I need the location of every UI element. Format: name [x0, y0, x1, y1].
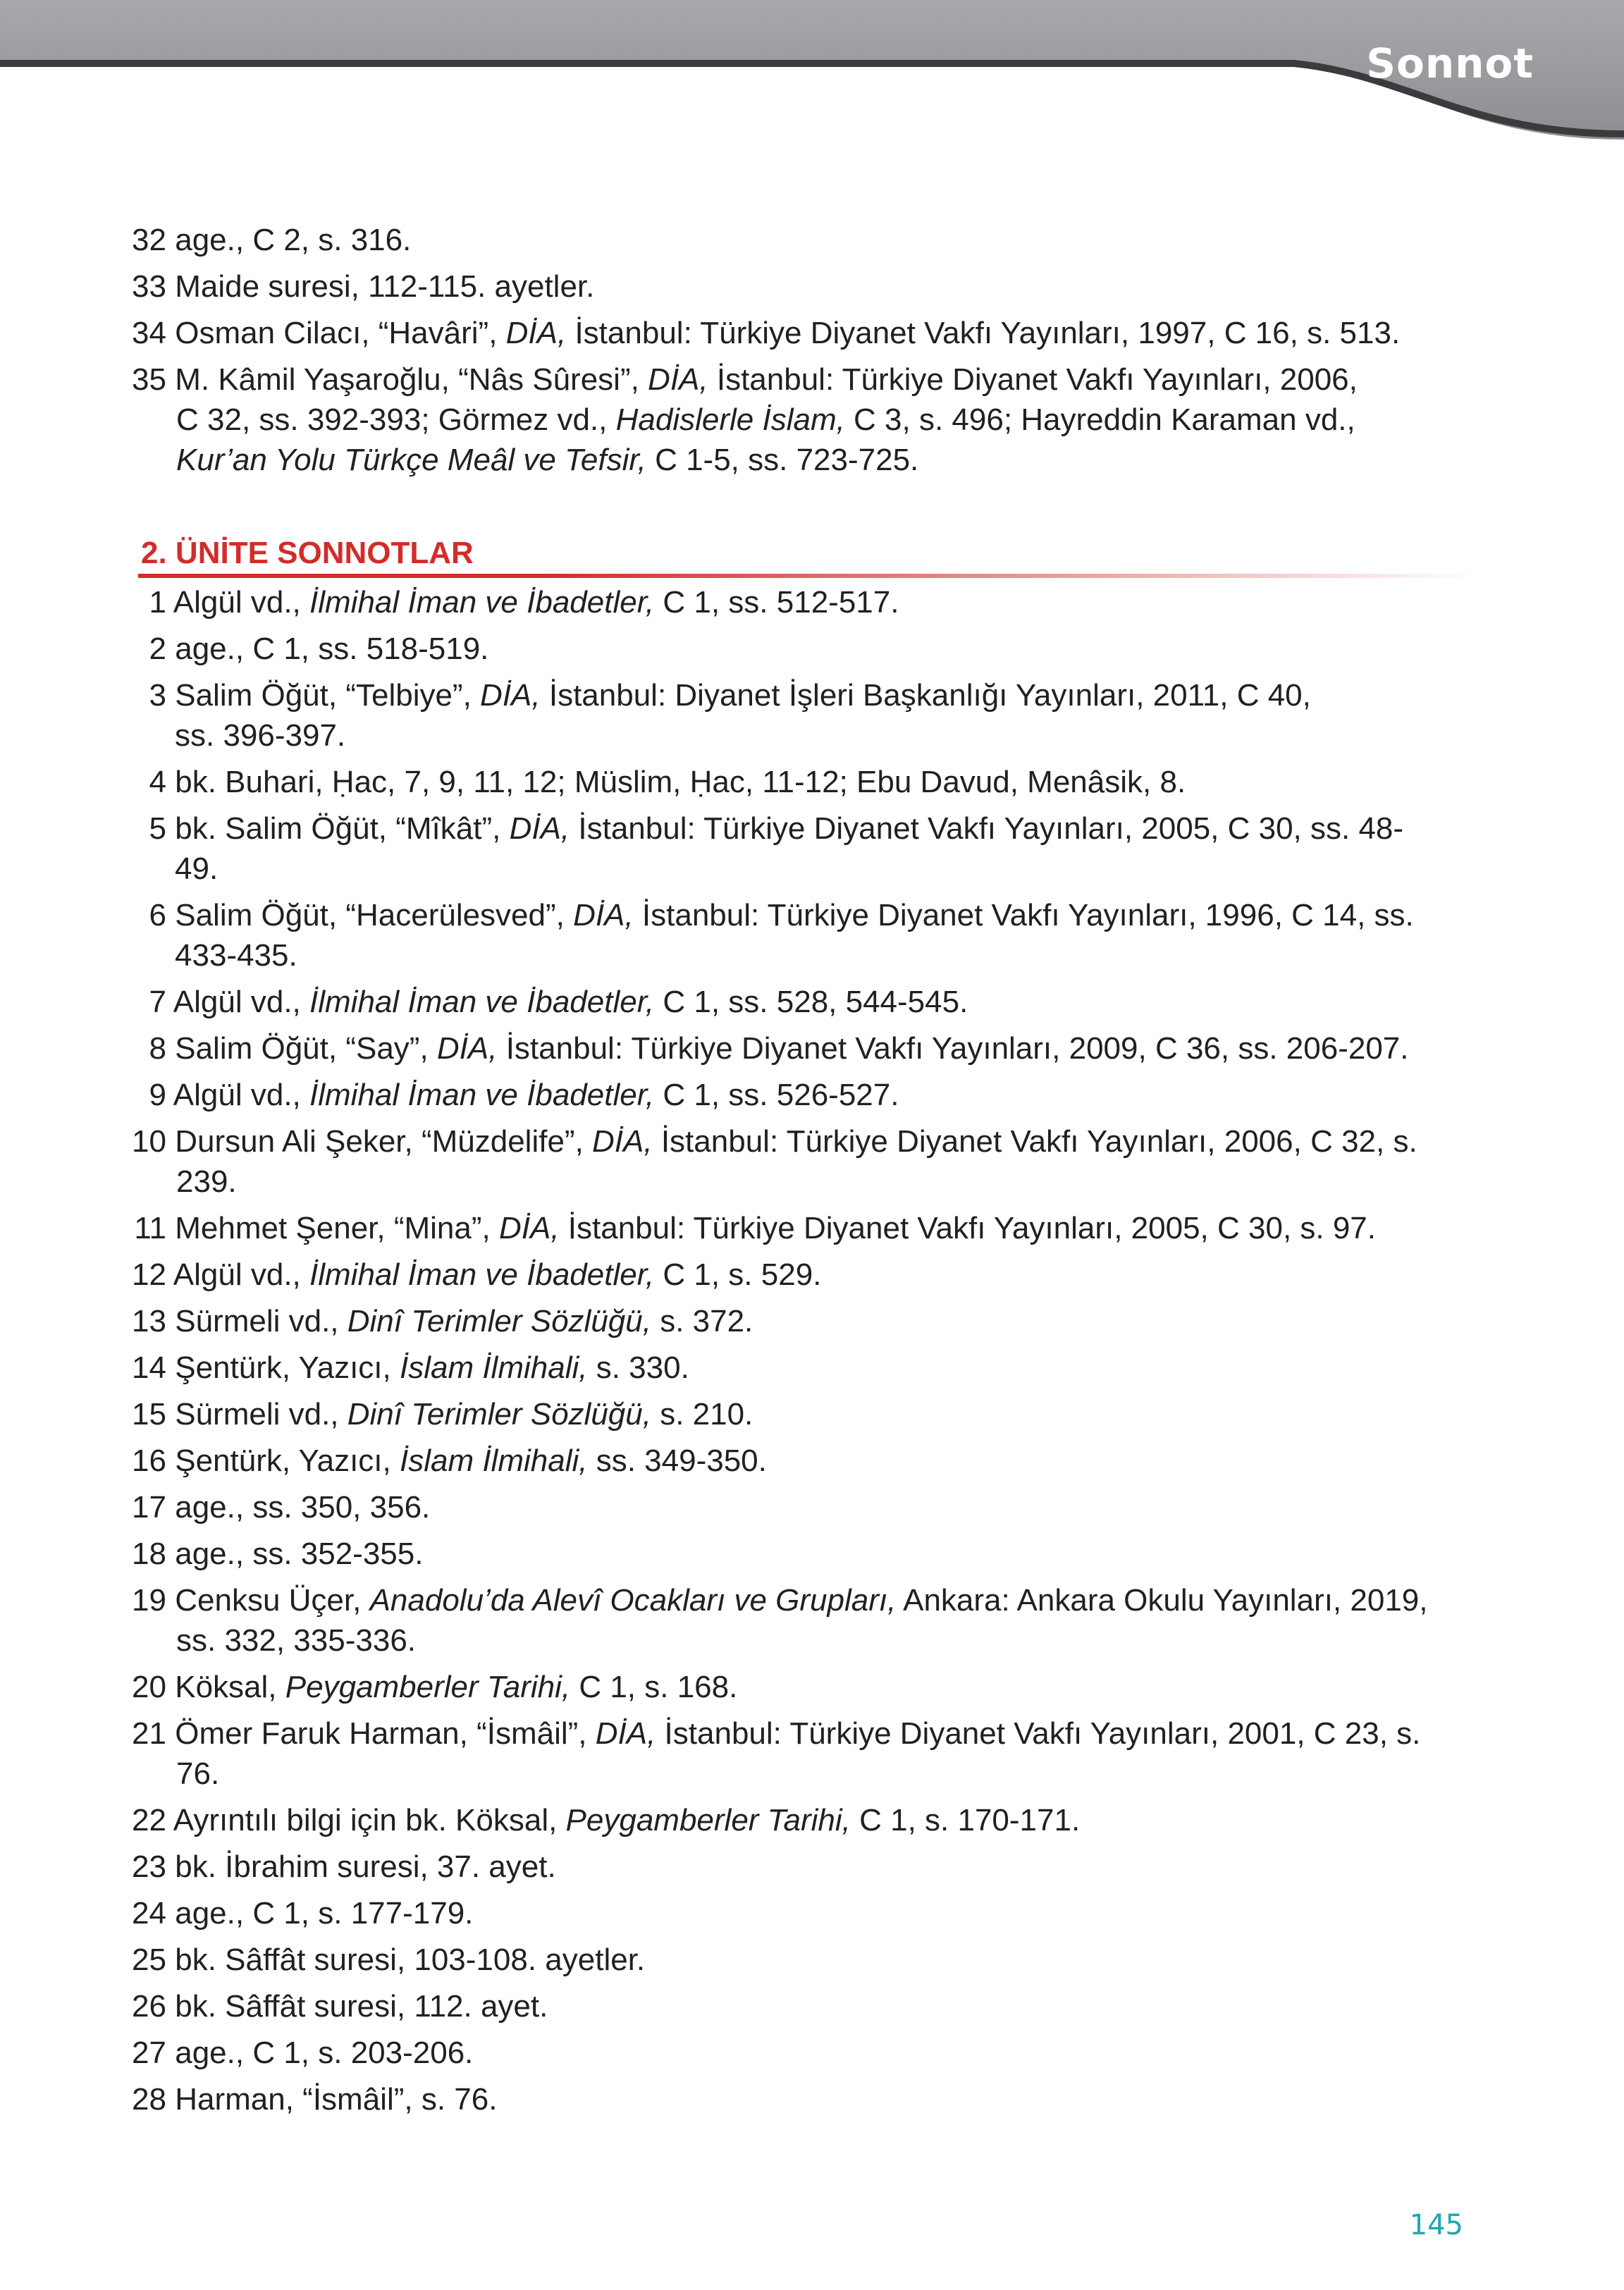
- endnote-line: [124, 808, 1491, 849]
- endnote-text: ss. 332, 335-336.: [176, 1623, 417, 1658]
- endnote-title: Peygamberler Tarihi,: [285, 1670, 571, 1704]
- endnote-text: İstanbul: Türkiye Diyanet Vakfı Yayınları, 2009, C 36, ss. 206-207.: [497, 1031, 1409, 1066]
- header-title: Sonnot: [1366, 39, 1534, 87]
- endnote-number: 24: [132, 1896, 166, 1931]
- endnote-item: [124, 1986, 1491, 2026]
- endnote-line: [124, 359, 1491, 400]
- endnote-item: [124, 982, 1491, 1022]
- endnote-number: 16: [132, 1443, 166, 1478]
- endnote-text: s. 330.: [587, 1350, 689, 1385]
- endnote-continuation: [124, 849, 1491, 889]
- endnote-text: İstanbul: Türkiye Diyanet Vakfı Yayınları, 2005, C 30, s. 97.: [559, 1211, 1377, 1245]
- endnote-title: DİA,: [592, 1124, 653, 1159]
- endnote-item: [124, 1255, 1491, 1295]
- endnote-text: C 1, s. 170-171.: [850, 1803, 1081, 1837]
- section-heading: 2. ÜNİTE SONNOTLAR: [141, 536, 474, 570]
- endnote-text: Osman Cilacı, “Havâri”,: [175, 316, 506, 350]
- endnote-line: [124, 1255, 1491, 1295]
- endnote-text: C 1, ss. 526-527.: [654, 1078, 899, 1112]
- endnote-text: Mehmet Şener, “Mina”,: [175, 1211, 499, 1245]
- endnote-text: Şentürk, Yazıcı,: [175, 1350, 400, 1385]
- endnote-item: [124, 2079, 1491, 2119]
- endnote-text: Algül vd.,: [173, 585, 310, 620]
- section-heading-rule: [138, 574, 1477, 578]
- endnote-item: [124, 359, 1491, 480]
- endnote-number: 18: [132, 1537, 166, 1571]
- endnote-number: 9: [149, 1078, 166, 1112]
- endnote-number: 2: [149, 632, 166, 666]
- endnote-item: [124, 1893, 1491, 1933]
- endnote-line: [124, 1986, 1491, 2026]
- endnote-text: İstanbul: Türkiye Diyanet Vakfı Yayınları, 1996, C 14, ss.: [633, 898, 1414, 932]
- endnote-text: C 1-5, ss. 723-725.: [646, 443, 919, 477]
- endnote-number: 26: [132, 1989, 166, 2024]
- endnote-line: [124, 1800, 1491, 1840]
- endnote-list-unit-1: [124, 220, 1491, 486]
- endnote-line: [124, 1940, 1491, 1980]
- endnote-item: [124, 1667, 1491, 1707]
- endnote-continuation: [124, 935, 1491, 975]
- endnote-item: [124, 313, 1491, 353]
- endnote-item: [124, 808, 1491, 889]
- endnote-line: [124, 2033, 1491, 2073]
- endnote-number: 13: [132, 1304, 166, 1338]
- endnote-text: C 32, ss. 392-393; Görmez vd.,: [176, 402, 616, 437]
- endnote-item: [124, 629, 1491, 669]
- endnote-item: [124, 895, 1491, 975]
- endnote-text: Salim Öğüt, “Hacerülesved”,: [175, 898, 574, 932]
- endnote-item: [124, 1580, 1491, 1661]
- endnote-text: ss. 396-397.: [175, 718, 346, 753]
- endnote-title: Anadolu’da Alevî Ocakları ve Grupları,: [369, 1583, 897, 1618]
- endnote-text: age., ss. 350, 356.: [175, 1490, 431, 1525]
- endnote-text: bk. İbrahim suresi, 37. ayet.: [175, 1849, 556, 1884]
- endnote-text: Harman, “İsmâil”, s. 76.: [175, 2082, 498, 2117]
- endnote-number: 10: [132, 1124, 166, 1159]
- endnote-number: 19: [132, 1583, 166, 1618]
- endnote-text: s. 372.: [651, 1304, 753, 1338]
- endnote-text: age., C 1, s. 203-206.: [175, 2036, 474, 2070]
- endnote-item: [124, 1301, 1491, 1341]
- endnote-title: DİA,: [648, 362, 708, 397]
- endnote-continuation: [124, 440, 1491, 480]
- endnote-number: 6: [149, 898, 166, 932]
- endnote-number: 25: [132, 1943, 166, 1977]
- endnote-text: İstanbul: Türkiye Diyanet Vakfı Yayınları, 1997, C 16, s. 513.: [566, 316, 1401, 350]
- endnote-line: [124, 1713, 1491, 1754]
- endnote-title: Hadislerle İslam,: [615, 402, 845, 437]
- endnote-line: [124, 1534, 1491, 1574]
- endnote-text: Ayrıntılı bilgi için bk. Köksal,: [173, 1803, 566, 1837]
- endnote-continuation: [124, 400, 1491, 440]
- endnote-title: DİA,: [480, 678, 541, 713]
- endnote-item: [124, 1075, 1491, 1115]
- endnote-line: [124, 1580, 1491, 1620]
- endnote-text: bk. Salim Öğüt, “Mîkât”,: [175, 811, 510, 846]
- endnote-line: [124, 266, 1491, 307]
- endnote-item: [124, 2033, 1491, 2073]
- endnote-item: [124, 1487, 1491, 1527]
- endnote-title: DİA,: [595, 1716, 656, 1751]
- endnote-text: s. 210.: [651, 1397, 753, 1432]
- endnote-text: Algül vd.,: [173, 985, 310, 1019]
- endnote-number: 5: [149, 811, 166, 846]
- endnote-line: [124, 982, 1491, 1022]
- endnote-text: Maide suresi, 112-115. ayetler.: [175, 269, 595, 304]
- endnote-text: C 1, ss. 528, 544-545.: [654, 985, 968, 1019]
- endnote-title: DİA,: [505, 316, 567, 350]
- endnote-line: [124, 675, 1491, 715]
- endnote-line: [124, 1348, 1491, 1388]
- endnote-number: 1: [149, 585, 166, 620]
- endnote-item: [124, 1348, 1491, 1388]
- endnote-continuation: [124, 1620, 1491, 1661]
- endnote-number: 11: [134, 1211, 166, 1245]
- endnote-number: 17: [132, 1490, 166, 1525]
- endnote-text: Ömer Faruk Harman, “İsmâil”,: [175, 1716, 596, 1751]
- endnote-number: 12: [132, 1257, 166, 1292]
- endnote-text: age., ss. 352-355.: [175, 1537, 424, 1571]
- endnote-text: İstanbul: Türkiye Diyanet Vakfı Yayınları, 2001, C 23, s.: [656, 1716, 1421, 1751]
- endnote-line: [124, 895, 1491, 935]
- endnote-number: 32: [132, 223, 166, 257]
- endnote-text: age., C 1, s. 177-179.: [175, 1896, 474, 1931]
- endnote-line: [124, 313, 1491, 353]
- endnote-number: 4: [149, 765, 166, 799]
- endnote-text: Algül vd.,: [173, 1078, 310, 1112]
- endnote-text: Sürmeli vd.,: [175, 1304, 347, 1338]
- endnote-continuation: [124, 1162, 1491, 1202]
- endnote-line: [124, 1075, 1491, 1115]
- endnote-line: [124, 762, 1491, 802]
- endnote-item: [124, 1208, 1491, 1248]
- endnote-title: Dinî Terimler Sözlüğü,: [347, 1397, 651, 1432]
- endnote-text: 433-435.: [175, 938, 297, 973]
- endnote-number: 27: [132, 2036, 166, 2070]
- endnote-number: 23: [132, 1849, 166, 1884]
- endnote-text: bk. Sâffât suresi, 112. ayet.: [175, 1989, 548, 2024]
- endnote-item: [124, 1121, 1491, 1202]
- endnote-line: [124, 1847, 1491, 1887]
- endnote-title: Dinî Terimler Sözlüğü,: [347, 1304, 651, 1338]
- endnote-item: [124, 1847, 1491, 1887]
- endnote-text: Algül vd.,: [173, 1257, 310, 1292]
- endnote-number: 35: [132, 362, 166, 397]
- endnote-line: [124, 1394, 1491, 1434]
- endnote-line: [124, 1301, 1491, 1341]
- endnote-text: Cenksu Üçer,: [175, 1583, 370, 1618]
- endnote-title: İlmihal İman ve İbadetler,: [309, 585, 655, 620]
- endnote-line: [124, 220, 1491, 260]
- endnote-title: İlmihal İman ve İbadetler,: [309, 1078, 655, 1112]
- endnote-title: Peygamberler Tarihi,: [565, 1803, 851, 1837]
- endnote-number: 8: [149, 1031, 166, 1066]
- endnote-line: [124, 629, 1491, 669]
- endnote-number: 3: [149, 678, 166, 713]
- endnote-number: 7: [149, 985, 166, 1019]
- endnote-text: M. Kâmil Yaşaroğlu, “Nâs Sûresi”,: [175, 362, 648, 397]
- endnote-line: [124, 2079, 1491, 2119]
- endnote-text: İstanbul: Diyanet İşleri Başkanlığı Yayınları, 2011, C 40,: [540, 678, 1311, 713]
- endnote-text: Sürmeli vd.,: [175, 1397, 347, 1432]
- endnote-number: 34: [132, 316, 166, 350]
- endnote-item: [124, 1800, 1491, 1840]
- endnote-text: age., C 1, ss. 518-519.: [175, 632, 489, 666]
- endnote-item: [124, 762, 1491, 802]
- endnote-title: Kur’an Yolu Türkçe Meâl ve Tefsir,: [176, 443, 646, 477]
- endnote-number: 14: [132, 1350, 166, 1385]
- endnote-text: 49.: [175, 851, 219, 886]
- endnote-text: bk. Buhari, Ḥac, 7, 9, 11, 12; Müslim, Ḥac, 11-12; Ebu Davud, Menâsik, 8.: [175, 765, 1186, 799]
- endnote-line: [124, 1487, 1491, 1527]
- endnote-title: DİA,: [509, 811, 570, 846]
- endnote-text: ss. 349-350.: [587, 1443, 767, 1478]
- endnote-item: [124, 582, 1491, 622]
- endnote-item: [124, 220, 1491, 260]
- endnote-line: [124, 582, 1491, 622]
- endnote-text: Salim Öğüt, “Telbiye”,: [175, 678, 481, 713]
- endnote-line: [124, 1667, 1491, 1707]
- endnote-continuation: [124, 715, 1491, 756]
- endnote-number: 22: [132, 1803, 166, 1837]
- endnote-text: C 1, s. 529.: [654, 1257, 822, 1292]
- endnote-item: [124, 1028, 1491, 1069]
- endnote-text: İstanbul: Türkiye Diyanet Vakfı Yayınları, 2006, C 32, s.: [652, 1124, 1417, 1159]
- endnote-text: bk. Sâffât suresi, 103-108. ayetler.: [175, 1943, 646, 1977]
- endnote-title: DİA,: [573, 898, 634, 932]
- endnote-number: 21: [132, 1716, 166, 1751]
- endnote-text: Salim Öğüt, “Say”,: [175, 1031, 437, 1066]
- page-number: 145: [1409, 2209, 1463, 2241]
- endnote-text: 76.: [176, 1756, 220, 1791]
- endnote-number: 15: [132, 1397, 166, 1432]
- endnote-line: [124, 1208, 1491, 1248]
- endnote-title: İslam İlmihali,: [399, 1443, 588, 1478]
- endnote-line: [124, 1028, 1491, 1069]
- endnote-number: 28: [132, 2082, 166, 2117]
- endnote-text: İstanbul: Türkiye Diyanet Vakfı Yayınları, 2006,: [708, 362, 1358, 397]
- endnote-text: 239.: [176, 1164, 237, 1199]
- endnote-text: Ankara: Ankara Okulu Yayınları, 2019,: [896, 1583, 1428, 1618]
- endnote-text: İstanbul: Türkiye Diyanet Vakfı Yayınları, 2005, C 30, ss. 48-: [570, 811, 1404, 846]
- endnote-list-unit-2: [124, 582, 1491, 2126]
- endnote-title: İlmihal İman ve İbadetler,: [309, 985, 655, 1019]
- endnote-text: Şentürk, Yazıcı,: [175, 1443, 400, 1478]
- endnote-number: 20: [132, 1670, 166, 1704]
- endnote-item: [124, 266, 1491, 307]
- endnote-line: [124, 1121, 1491, 1162]
- endnote-title: DİA,: [436, 1031, 498, 1066]
- endnote-item: [124, 1441, 1491, 1481]
- endnote-item: [124, 1394, 1491, 1434]
- endnote-continuation: [124, 1754, 1491, 1794]
- endnote-item: [124, 1534, 1491, 1574]
- endnote-text: C 1, s. 168.: [570, 1670, 738, 1704]
- endnote-text: C 1, ss. 512-517.: [654, 585, 899, 620]
- endnote-text: age., C 2, s. 316.: [175, 223, 412, 257]
- endnote-text: Dursun Ali Şeker, “Müzdelife”,: [175, 1124, 593, 1159]
- endnote-item: [124, 1713, 1491, 1794]
- endnote-item: [124, 675, 1491, 756]
- endnote-title: İslam İlmihali,: [399, 1350, 588, 1385]
- endnote-title: DİA,: [498, 1211, 560, 1245]
- endnote-title: İlmihal İman ve İbadetler,: [309, 1257, 655, 1292]
- endnote-line: [124, 1893, 1491, 1933]
- endnote-number: 33: [132, 269, 166, 304]
- endnote-text: Köksal,: [175, 1670, 285, 1704]
- endnote-line: [124, 1441, 1491, 1481]
- endnote-item: [124, 1940, 1491, 1980]
- endnote-text: C 3, s. 496; Hayreddin Karaman vd.,: [844, 402, 1355, 437]
